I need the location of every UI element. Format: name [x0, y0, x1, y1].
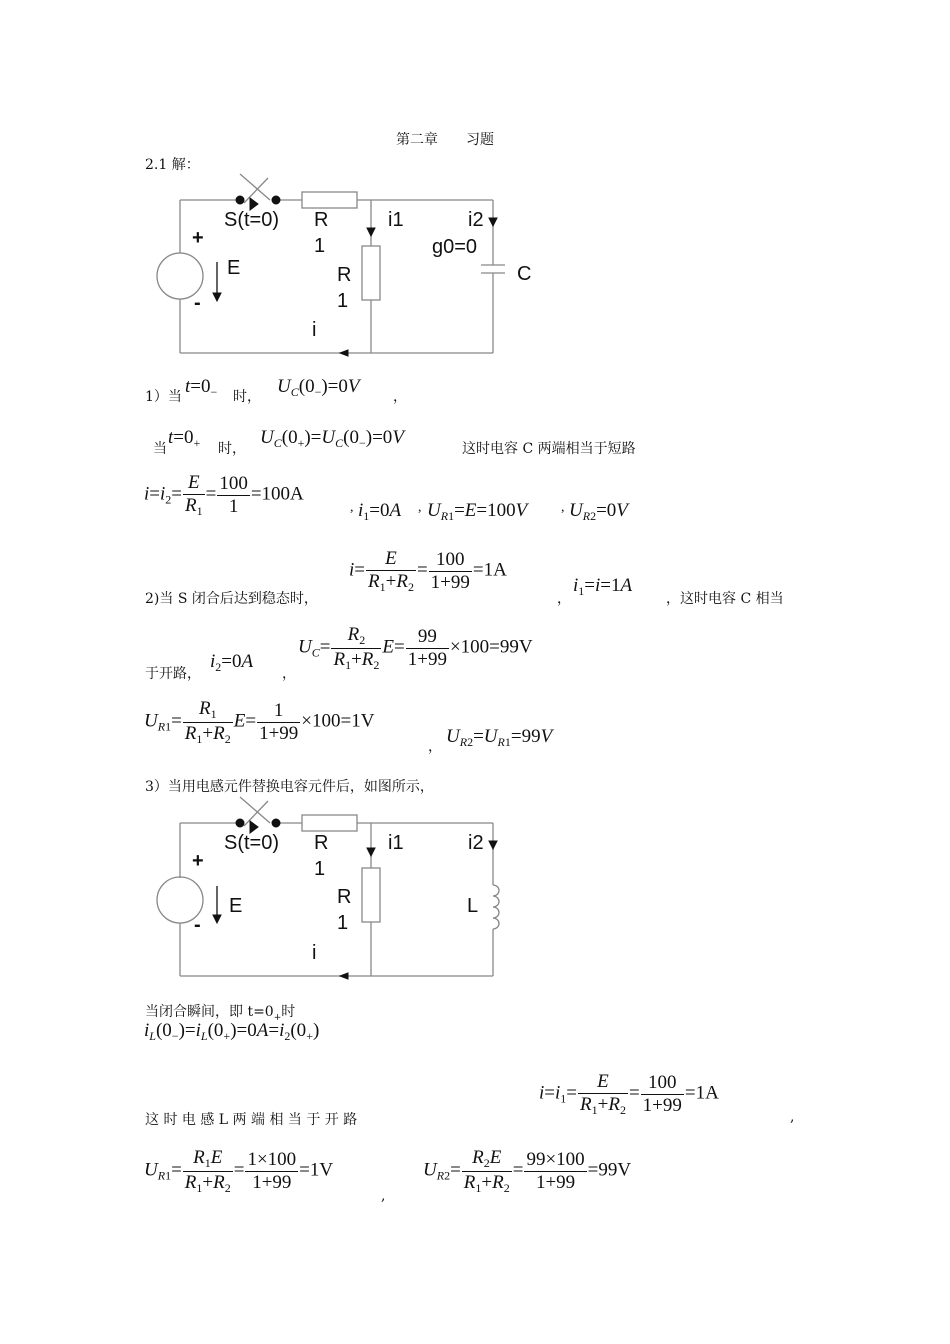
eq-i-step1: $i=i_2=$ $\frac{E}{R_1}$ = $\frac{100}{1}$ =100A: [144, 472, 304, 518]
frac-num-1x100: 1×100: [247, 1148, 297, 1170]
instant-when: 时: [281, 1004, 296, 1020]
result-99v: ×100=99V: [449, 636, 533, 658]
eq-i1-step2: $i_1=i=1A$: [573, 575, 633, 598]
plus-sign-2: +: [192, 850, 204, 872]
eq-i-step2: i= $\frac{E}{R_1+R_2}$ = $\frac{100}{1+99}$ =1A: [349, 548, 507, 594]
open-desc-b: 于开路，: [145, 666, 201, 682]
result-100a: =100A: [250, 483, 304, 505]
result-1v: ×100=1V: [301, 710, 375, 732]
open-circuit-desc: 这 时 电 感 L 两 端 相 当 于 开 路: [145, 1112, 358, 1128]
i1-label-2: i1: [388, 832, 404, 854]
result-1a: =1A: [684, 1082, 719, 1104]
frac-den-1-99: 1+99: [252, 1171, 292, 1193]
eq-i2-step2: $i_2=0A$: [210, 651, 254, 674]
eq-ur1-step2: $U_{R1}=$ $\frac{R_1}{R_1+R_2}$ E= $\frac{1}{1+99}$ ×100=1V: [144, 698, 375, 746]
r1-mid-sub: 1: [337, 290, 349, 312]
comma-g: ,: [790, 1109, 795, 1125]
frac-den-1-99: 1+99: [535, 1171, 576, 1193]
frac-num-99x100: 99×100: [526, 1148, 585, 1170]
comma-a: ,: [350, 500, 354, 515]
i1-label: i1: [388, 209, 404, 231]
step2-label: 2)当 S 闭合后达到稳态时，: [145, 591, 318, 607]
minus-sign: -: [194, 292, 201, 314]
comma: ，: [393, 389, 407, 405]
result-1v: =1V: [299, 1159, 334, 1181]
frac-num-1: 1: [257, 700, 300, 723]
frac-num-99: 99: [406, 626, 449, 649]
frac-den-1-99: 1+99: [430, 571, 470, 593]
eq-ur2-step2: $U_{R2}=U_{R1}=99V$: [446, 726, 553, 749]
inductor-label: L: [467, 895, 479, 917]
r1-mid-label: R: [337, 264, 352, 286]
switch-label: S(t=0): [224, 209, 280, 231]
t0-minus-expr: $t=0_-$: [185, 376, 218, 399]
frac-num-100: 100: [429, 549, 472, 572]
short-circuit-desc: 这时电容 C 两端相当于短路: [462, 441, 636, 457]
r1-top-sub: 1: [314, 235, 326, 257]
frac-den-1-99: 1+99: [259, 722, 299, 744]
frac-num-100: 100: [641, 1072, 684, 1095]
source-e-label-2: E: [229, 895, 243, 917]
result-1a: =1A: [472, 559, 507, 581]
r1-mid-label-2: R: [337, 886, 352, 908]
sub-plus: +: [193, 436, 201, 450]
r1-mid-sub-2: 1: [337, 912, 349, 934]
comma-f: ，: [428, 739, 442, 755]
eq-i1-step1: $i_1=0A$: [358, 500, 402, 523]
comma-b: ,: [418, 500, 422, 515]
comma-c: ,: [561, 500, 565, 515]
frac-den-1: 1: [228, 495, 239, 517]
uc-minus-eq: $U_C(0_-)=0V$: [277, 376, 360, 399]
source-e-label: E: [227, 257, 241, 279]
comma-d: ，: [557, 591, 571, 607]
page-title: 第二章 习题: [396, 132, 494, 148]
eq-i-step3: $i=i_1=$ $\frac{E}{R_1+R_2}$ = $\frac{100}{1+99}$ =1A: [539, 1071, 719, 1117]
comma-e: ，: [282, 666, 296, 682]
minus-sign-2: -: [194, 914, 201, 936]
eq-ur1-step3: $U_{R1}=$ $\frac{R_1E}{R_1+R_2}$ = $\frac{1\times 100}{1+99}$ =1V: [144, 1147, 334, 1195]
capacitor-label: C: [517, 263, 532, 285]
switch-label-2: S(t=0): [224, 832, 280, 854]
step1-label2: 当: [153, 441, 167, 457]
result-99v: =99V: [587, 1159, 632, 1181]
t0-plus-expr: $t=0_+$: [168, 427, 201, 450]
i2-label-2: i2: [468, 832, 484, 854]
i2-label: i2: [468, 209, 484, 231]
eq-ur1-step1: $U_{R1}=E=100V$: [427, 500, 528, 523]
r1-top-label: R: [314, 209, 329, 231]
problem-number: 2.1 解：: [145, 157, 200, 173]
r1-top-label-2: R: [314, 832, 329, 854]
eq-il: $i_L(0_-)=i_L(0_+)=0A=i_2(0_+)$: [144, 1020, 320, 1043]
g0-label: g0=0: [432, 236, 478, 258]
eq-ur2-step3: $U_{R2}=$ $\frac{R_2E}{R_1+R_2}$ = $\frac{99\times 100}{1+99}$ =99V: [423, 1147, 632, 1195]
comma-h: ,: [381, 1188, 386, 1204]
step1-label: 1）当: [145, 389, 182, 405]
open-desc-a: ，这时电容 C 相当: [666, 591, 784, 607]
eq-uc-step2: $U_C=$ $\frac{R_2}{R_1+R_2}$ E= $\frac{99}{1+99}$ ×100=99V: [298, 624, 533, 672]
eq-ur2-step1: $U_{R2}=0V$: [569, 500, 628, 523]
when2-text: 时，: [218, 441, 246, 457]
uc-plus-eq: $U_C(0_+)=U_C(0_-)=0V$: [260, 427, 404, 450]
step3-label: 3）当用电感元件替换电容元件后，如图所示，: [145, 779, 434, 795]
instant-sub-plus: +: [273, 1013, 282, 1023]
instant-desc-text: 当闭合瞬间，即 t=0: [145, 1004, 274, 1020]
sub-minus: −: [210, 385, 218, 399]
frac-den-1-99: 1+99: [407, 648, 447, 670]
frac-num-100: 100: [219, 472, 248, 494]
when-text: 时，: [233, 389, 261, 405]
plus-sign: +: [192, 227, 204, 249]
i-label-2: i: [312, 942, 317, 964]
r1-top-sub-2: 1: [314, 858, 326, 880]
frac-den-1-99: 1+99: [642, 1094, 682, 1116]
i-label: i: [312, 319, 317, 341]
